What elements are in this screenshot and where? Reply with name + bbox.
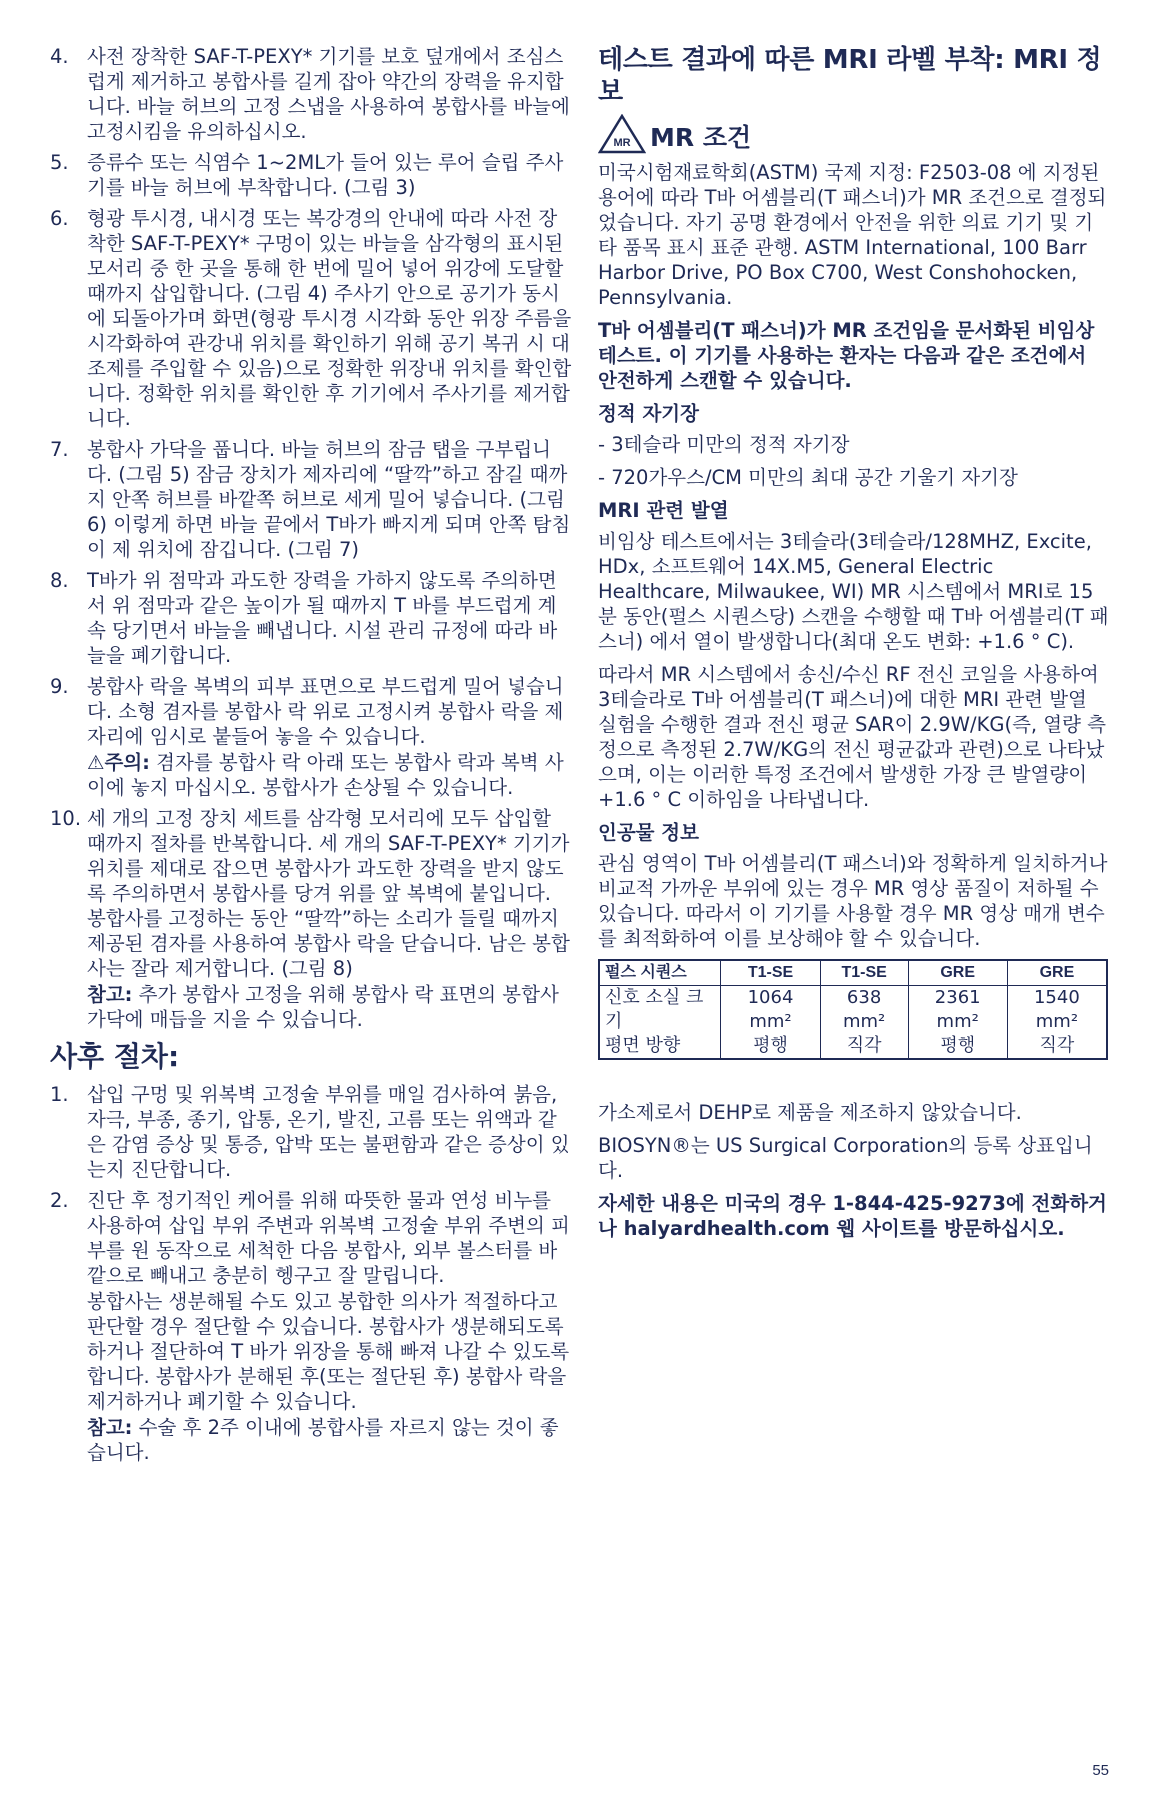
- artifact-table: [598, 959, 1108, 1060]
- table-cell-size: 1064 mm²: [747, 987, 794, 1032]
- procedure-steps: [50, 44, 572, 1032]
- static-item-1: - 3테슬라 미만의 정적 자기장: [598, 433, 850, 456]
- mri-section-title: 테스트 결과에 따른 MRI 라벨 부착: MRI 정보: [598, 45, 1102, 107]
- astm-paragraph: 미국시험재료학회(ASTM) 국제 지정: F2503-08 에 지정된 용어에 따라 T바 어셈블리(T 패스너)가 MR 조건으로 결정되었습니다. 자기 공명 환경에서 안전을 위한 의료 기기 및 기타 품목 표시 표준 관행. ASTM International, 100 Barr Harbor Drive, PO Box C700, West Conshohocken, Pennsylvania.: [598, 161, 1107, 309]
- left-column: [50, 44, 572, 1471]
- step-6: 6. 형광 투시경, 내시경 또는 복강경의 안내에 따라 사전 장착한 SAF-T-PEXY* 구멍이 있는 바늘을 삼각형의 표시된 모서리 중 한 곳을 통해 한 번에 밀어 넣어 위강에 도달할 때까지 삽입합니다. (그림 4) 주사기 안으로 공기가 동시에 되돌아가며 화면(형광 투시경 시각화 동안 위장 주름을 시각화하여 관강내 위치를 확인하기 위해 공기 복귀 시 대조제를 주입할 수 있음)으로 정확한 위장내 위치를 확인합니다. 정확한 위치를 확인한 후 기기에서 주사기를 제거합니다.: [50, 207, 572, 430]
- step-10: 10. 세 개의 고정 장치 세트를 삼각형 모서리에 모두 삽입할 때까지 절차를 반복합니다. 세 개의 SAF-T-PEXY* 기기가 위치를 제대로 잡으면 봉합사가 과도한 장력을 받지 않도록 주의하면서 봉합사를 당겨 위를 앞 복벽에 붙입니다. 봉합사를 고정하는 동안 “딸깍”하는 소리가 들릴 때까지 제공된 겸자를 사용하여 봉합사 락을 닫습니다. 남은 봉합사는 잘라 제거합니다. (그림 8) 참고: 추가 봉합사 고정을 위해 봉합사 락 표면의 봉합사 가닥에 매듭을 지을 수 있습니다.: [50, 806, 572, 1032]
- post-step-1: 1. 삽입 구멍 및 위복벽 고정술 부위를 매일 검사하여 붉음, 자극, 부종, 종기, 압통, 온기, 발진, 고름 또는 위액과 같은 감염 증상 및 통증, 압박 또는 불편함과 같은 증상이 있는지 진단합니다.: [50, 1083, 570, 1181]
- right-column: [598, 44, 1110, 1249]
- static-field-title: 정적 자기장: [598, 402, 699, 425]
- mr-conditional-row: [598, 114, 1110, 154]
- static-item-2: - 720가우스/CM 미만의 최대 공간 기울기 자기장: [598, 466, 1018, 489]
- mr-statement: T바 어셈블리(T 패스너)가 MR 조건임을 문서화된 비임상 테스트. 이 기기를 사용하는 환자는 다음과 같은 조건에서 안전하게 스캔할 수 있습니다.: [598, 319, 1095, 392]
- post-procedure-title: 사후 절차:: [50, 1040, 180, 1073]
- table-cell-orientation: 직각: [1039, 1035, 1075, 1056]
- step-10-note: 참고: 추가 봉합사 고정을 위해 봉합사 락 표면의 봉합사 가닥에 매듭을 지을 수 있습니다.: [87, 983, 559, 1031]
- caution-label: ⚠주의:: [87, 751, 150, 774]
- row-label-size: 신호 소실 크기: [605, 987, 704, 1032]
- page-number: 55: [1092, 1762, 1109, 1779]
- trademark-statement: BIOSYN®는 US Surgical Corporation의 등록 상표입니다.: [598, 1134, 1093, 1182]
- row-label-orientation: 평면 방향: [605, 1035, 681, 1056]
- table-header-cell: GRE: [1007, 960, 1107, 986]
- artifact-title: 인공물 정보: [598, 821, 699, 844]
- step-8: 8. T바가 위 점막과 과도한 장력을 가하지 않도록 주의하면서 위 점막과 같은 높이가 될 때까지 T 바를 부드럽게 계속 당기면서 바늘을 빼냅니다. 시설 관리 규정에 따라 바늘을 폐기합니다.: [50, 569, 558, 667]
- table-cell-orientation: 평행: [940, 1035, 976, 1056]
- caution-note: ⚠주의: 겸자를 봉합사 락 아래 또는 봉합사 락과 복벽 사이에 놓지 마십시오. 봉합사가 손상될 수 있습니다.: [87, 751, 564, 799]
- table-header-cell: T1-SE: [721, 960, 820, 986]
- table-cell-orientation: 직각: [846, 1035, 882, 1056]
- post-step-2-note: 참고: 수술 후 2주 이내에 봉합사를 자르지 않는 것이 좋습니다.: [87, 1416, 559, 1464]
- table-header-row: [599, 960, 1107, 986]
- table-cell-size: 638 mm²: [842, 987, 886, 1032]
- table-cell-size: 1540 mm²: [1033, 987, 1080, 1032]
- artifact-paragraph: 관심 영역이 T바 어셈블리(T 패스너)와 정확하게 일치하거나 비교적 가까운 부위에 있는 경우 MR 영상 품질이 저하될 수 있습니다. 따라서 이 기기를 사용할 경우 MR 영상 매개 변수를 최적화하여 이를 보상해야 할 수 있습니다.: [598, 852, 1108, 950]
- post-procedure-steps: [50, 1082, 572, 1465]
- svg-text:MR: MR: [613, 137, 631, 149]
- mr-conditional-icon: [598, 114, 646, 154]
- dehp-statement: 가소제로서 DEHP로 제품을 제조하지 않았습니다.: [598, 1101, 1022, 1124]
- table-header-label: 펄스 시퀀스: [599, 960, 721, 986]
- step-5: 5. 증류수 또는 식염수 1~2ML가 들어 있는 루어 슬립 주사기를 바늘 허브에 부착합니다. (그림 3): [50, 151, 564, 199]
- mr-heading: MR 조건: [650, 123, 752, 152]
- heating-title: MRI 관련 발열: [598, 499, 729, 522]
- post-step-2: 2. 진단 후 정기적인 케어를 위해 따뜻한 물과 연성 비누를 사용하여 삽입 부위 주변과 위복벽 고정술 부위 주변의 피부를 원 동작으로 세척한 다음 봉합사, 외부 볼스터를 바깥으로 빼내고 충분히 헹구고 잘 말립니다. 봉합사는 생분해될 수도 있고 봉합한 의사가 적절하다고 판단할 경우 절단할 수 있습니다. 봉합사가 생분해되도록 하거나 절단하여 T 바가 위장을 통해 빠져 나갈 수 있도록 합니다. 봉합사가 분해된 후(또는 절단된 후) 봉합사 락을 제거하거나 폐기할 수 있습니다. 참고: 수술 후 2주 이내에 봉합사를 자르지 않는 것이 좋습니다.: [50, 1188, 572, 1465]
- step-9: 9. 봉합사 락을 복벽의 피부 표면으로 부드럽게 밀어 넣습니다. 소형 겸자를 봉합사 락 위로 고정시켜 봉합사 락을 제자리에 임시로 붙들어 놓을 수 있습니다. ⚠주의: 겸자를 봉합사 락 아래 또는 봉합사 락과 복벽 사이에 놓지 마십시오. 봉합사가 손상될 수 있습니다.: [50, 674, 572, 800]
- step-7: 7. 봉합사 가닥을 풉니다. 바늘 허브의 잠금 탭을 구부립니다. (그림 5) 잠금 장치가 제자리에 “딸깍”하고 잠길 때까지 안쪽 허브를 바깥쪽 허브로 세게 밀어 넣습니다. (그림 6) 이렇게 하면 바늘 끝에서 T바가 빠지게 되며 안쪽 탐침이 제 위치에 잠깁니다. (그림 7): [50, 438, 571, 561]
- step-4: 4. 사전 장착한 SAF-T-PEXY* 기기를 보호 덮개에서 조심스럽게 제거하고 봉합사를 길게 잡아 약간의 장력을 유지합니다. 바늘 허브의 고정 스냅을 사용하여 봉합사를 바늘에 고정시킴을 유의하십시오.: [50, 45, 570, 143]
- table-cell-orientation: 평행: [753, 1035, 788, 1056]
- table-header-cell: GRE: [908, 960, 1007, 986]
- table-header-cell: T1-SE: [820, 960, 908, 986]
- heating-paragraph-2: 따라서 MR 시스템에서 송신/수신 RF 전신 코일을 사용하여 3테슬라로 T바 어셈블리(T 패스너)에 대한 MRI 관련 발열 실험을 수행한 결과 전신 평균 SAR이 2.9W/KG(즉, 열량 측정으로 측정된 2.7W/KG의 전신 평균값과 관련)으로 나타났으며, 이는 이러한 특정 조건에서 발생한 가장 큰 발열량이 +1.6 ° C 이하임을 나타냅니다.: [598, 663, 1107, 811]
- table-cell-size: 2361 mm²: [934, 987, 981, 1032]
- heating-paragraph-1: 비임상 테스트에서는 3테슬라(3테슬라/128MHZ, Excite, HDx, 소프트웨어 14X.M5, General Electric Healthcare, Milwaukee, WI) MR 시스템에서 MRI로 15분 동안(펄스 시퀀스당) 스캔을 수행할 때 T바 어셈블리(T 패스너) 에서 열이 발생합니다(최대 온도 변화: +1.6 ° C).: [598, 530, 1109, 653]
- contact-statement: 자세한 내용은 미국의 경우 1-844-425-9273에 전화하거나 halyardhealth.com 웹 사이트를 방문하십시오.: [598, 1192, 1107, 1240]
- table-row: [599, 986, 1107, 1060]
